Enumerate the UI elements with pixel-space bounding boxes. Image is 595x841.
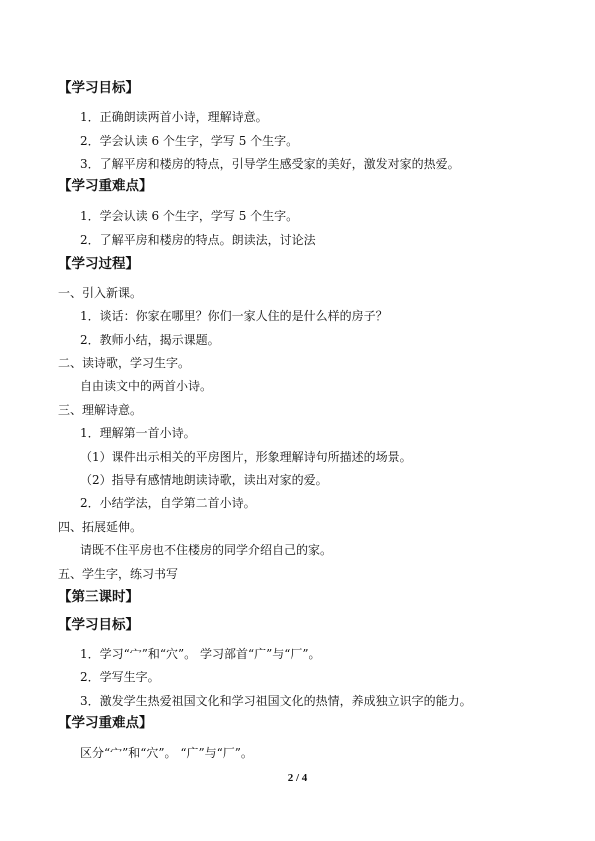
process-line: 2．小结学法，自学第二首小诗。 [80, 496, 256, 510]
section-heading-key-difficulties-2: 【学习重难点】 [58, 715, 153, 731]
process-line: 请既不住平房也不住楼房的同学介绍自己的家。 [80, 543, 333, 557]
process-step-4: 四、拓展延伸。 [58, 520, 143, 534]
process-line: （1）课件出示相关的平房图片，形象理解诗句所描述的场景。 [80, 450, 412, 464]
process-line: 1．理解第一首小诗。 [80, 426, 196, 440]
process-line: 自由读文中的两首小诗。 [80, 379, 213, 393]
goal-item-1: 1．学习“宀”和“穴”。 学习部首“广”与“厂”。 [80, 647, 321, 661]
process-step-5: 五、学生字，练习书写 [58, 567, 179, 581]
process-step-2: 二、读诗歌，学习生字。 [58, 356, 191, 370]
goal-item-3: 3．激发学生热爱祖国文化和学习祖国文化的热情，养成独立识字的能力。 [80, 694, 472, 708]
process-step-1: 一、引入新课。 [58, 286, 143, 300]
page-number: 2 / 4 [287, 772, 308, 784]
section-heading-learning-goals: 【学习目标】 [58, 80, 139, 96]
difficulty-item-2: 2．了解平房和楼房的特点。朗读法，讨论法 [80, 233, 316, 247]
process-step-3: 三、理解诗意。 [58, 403, 143, 417]
goal-item-1: 1．正确朗读两首小诗，理解诗意。 [80, 110, 268, 124]
process-line: （2）指导有感情地朗读诗歌，读出对家的爱。 [80, 473, 328, 487]
process-line: 2．教师小结，揭示课题。 [80, 333, 220, 347]
difficulty-item-1: 1．学会认读 6 个生字，学写 5 个生字。 [80, 209, 299, 223]
process-line: 1．谈话：你家在哪里？你们一家人住的是什么样的房子？ [80, 309, 388, 323]
goal-item-2: 2．学写生字。 [80, 670, 160, 684]
section-heading-key-difficulties: 【学习重难点】 [58, 178, 153, 194]
section-heading-learning-process: 【学习过程】 [58, 256, 139, 272]
goal-item-3: 3．了解平房和楼房的特点，引导学生感受家的美好，激发对家的热爱。 [80, 157, 460, 171]
section-heading-learning-goals-2: 【学习目标】 [58, 617, 139, 633]
goal-item-2: 2．学会认读 6 个生字，学写 5 个生字。 [80, 134, 299, 148]
section-heading-third-lesson: 【第三课时】 [58, 589, 139, 605]
difficulty-item-1: 区分“宀”和“穴”。 “广”与“厂”。 [80, 746, 253, 760]
